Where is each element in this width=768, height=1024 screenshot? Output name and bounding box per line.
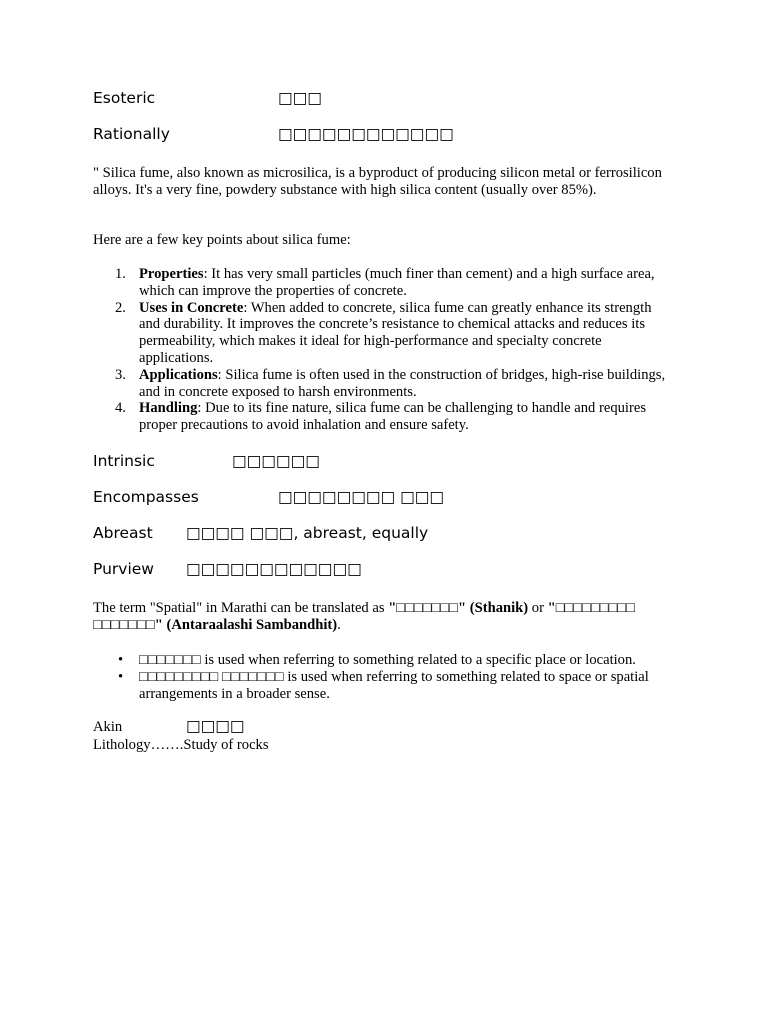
silica-points-list (93, 266, 673, 434)
point-term: Properties (139, 266, 204, 282)
point-text: : Silica fume is often used in the construction of bridges, high-rise buildings, and in concrete exposed to harsh environments. (139, 366, 666, 400)
silica-lead-paragraph: Here are a few key points about silica fume: (93, 232, 351, 248)
spatial-paragraph (93, 600, 673, 634)
silica-intro-paragraph: " Silica fume, also known as microsilica, is a byproduct of producing silicon metal or ferrosilicon alloys. It's a very fine, powdery substance with high silica content (usually over 85%). (93, 165, 662, 198)
bullet-marker: • (118, 652, 124, 668)
bullet-text: is used when referring to something related to space or spatial arrangements in a broader sense. (139, 668, 649, 702)
vocab-word-encompasses: Encompasses (93, 488, 199, 506)
vocab-word-akin: Akin (93, 719, 123, 735)
list-item (93, 400, 673, 434)
spatial-bullets-list (93, 652, 673, 702)
vocab-meaning-purview: □□□□□□□□□□□□ (186, 560, 362, 578)
vocab-meaning-rationally: □□□□□□□□□□□□ (278, 125, 454, 143)
point-text: : It has very small particles (much finer than cement) and a high surface area, which can improve the properties of concrete. (139, 266, 655, 299)
list-item (93, 367, 673, 401)
point-term: Handling (139, 400, 198, 417)
list-item (93, 300, 673, 367)
point-term: Uses in Concrete (139, 299, 244, 316)
vocab-meaning-akin: □□□□ (186, 717, 245, 735)
vocab-line-lithology: Lithology…….Study of rocks (93, 737, 269, 753)
vocab-word-abreast: Abreast (93, 524, 153, 542)
vocab-word-rationally: Rationally (93, 125, 170, 143)
spatial-suffix: . (337, 616, 341, 633)
list-item (93, 669, 673, 703)
list-item (93, 266, 673, 300)
point-text: : Due to its fine nature, silica fume can be challenging to handle and requires proper precautions to avoid inhalation and ensure safety. (139, 400, 647, 434)
vocab-word-esoteric: Esoteric (93, 89, 156, 107)
vocab-meaning-encompasses: □□□□□□□□ □□□ (278, 488, 445, 506)
list-number: 3. (115, 366, 126, 383)
bullet-term: □□□□□□□ (139, 652, 201, 668)
spatial-prefix: The term "Spatial" in Marathi can be translated as (93, 600, 389, 616)
list-number: 4. (115, 400, 126, 417)
vocab-meaning-abreast: □□□□ □□□, abreast, equally (186, 524, 429, 542)
vocab-meaning-esoteric: □□□ (278, 89, 322, 107)
vocab-meaning-intrinsic: □□□□□□ (232, 452, 320, 470)
vocab-word-intrinsic: Intrinsic (93, 452, 155, 470)
list-item (93, 652, 673, 669)
list-number: 1. (115, 266, 126, 282)
spatial-term-sthanik: "□□□□□□□" (Sthanik) (388, 600, 529, 616)
point-text: : When added to concrete, silica fume can greatly enhance its strength and durability. It improves the concrete’s resistance to chemical attacks and reduces its permeability, which makes it ideal for high-performance and specialty concrete applications. (139, 299, 652, 366)
bullet-marker: • (118, 668, 124, 685)
vocab-word-purview: Purview (93, 560, 154, 578)
bullet-text: is used when referring to something related to a specific place or location. (200, 652, 636, 668)
point-term: Applications (139, 366, 218, 383)
spatial-term-antaraalashi: "□□□□□□□□□ □□□□□□□" (Antaraalashi Sambandhit) (93, 600, 636, 633)
spatial-or: or (528, 600, 548, 616)
bullet-term: □□□□□□□□□ □□□□□□□ (139, 668, 284, 685)
list-number: 2. (115, 299, 126, 316)
